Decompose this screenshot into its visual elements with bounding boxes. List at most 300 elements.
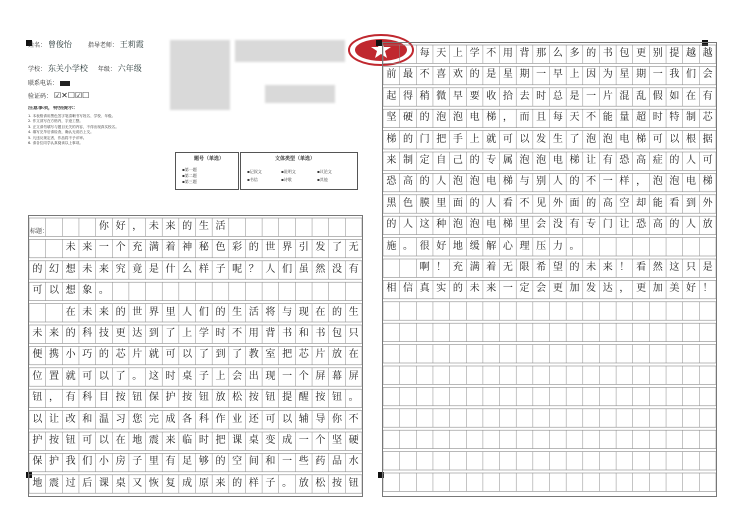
handwritten-char: 与 xyxy=(282,306,293,318)
handwritten-char: 足 xyxy=(182,456,193,468)
handwritten-char: 假 xyxy=(652,90,663,102)
handwritten-char: 以 xyxy=(282,413,293,425)
handwritten-char: 把 xyxy=(282,349,293,361)
handwritten-char: 的 xyxy=(419,176,430,188)
handwritten-char: 可 xyxy=(82,435,93,446)
handwritten-char: 的 xyxy=(469,69,480,81)
handwritten-char: 好 xyxy=(115,221,126,232)
handwritten-char: 理 xyxy=(519,240,530,252)
handwritten-char: 满 xyxy=(469,262,480,273)
handwritten-char: 泡 xyxy=(469,219,480,231)
category-box xyxy=(175,152,239,190)
checkbox-icon[interactable]: ☑✕☐☑☐ xyxy=(53,91,90,100)
handwritten-char: 没 xyxy=(332,263,342,275)
handwritten-char: 出 xyxy=(248,370,259,382)
handwritten-char: 会 xyxy=(536,219,547,231)
handwritten-char: 期 xyxy=(636,69,647,81)
handwritten-char: 教 xyxy=(248,349,259,361)
handwritten-char: 护 xyxy=(48,456,59,468)
handwritten-char: 让 xyxy=(48,413,59,425)
handwritten-char: 的 xyxy=(232,477,243,489)
handwritten-char: 的 xyxy=(215,456,226,468)
handwritten-char: 不 xyxy=(232,328,243,339)
handwritten-char: 着 xyxy=(165,242,176,254)
category-title: 题号（单选） xyxy=(194,156,225,162)
handwritten-char: 可 xyxy=(652,133,663,145)
genre-option[interactable]: ▪记叙文 xyxy=(247,169,262,174)
handwritten-char: 只 xyxy=(348,328,359,339)
handwritten-char: 。 xyxy=(348,392,359,404)
handwritten-char: 泡 xyxy=(452,112,463,124)
handwritten-char: 各 xyxy=(182,413,193,425)
handwritten-char: 有 xyxy=(602,155,613,166)
handwritten-char: 来 xyxy=(82,242,93,254)
handwritten-char: 希 xyxy=(536,262,547,273)
handwritten-char: 科 xyxy=(198,413,209,425)
handwritten-char: 人 xyxy=(182,306,193,318)
genre-option[interactable]: ▪其他 xyxy=(317,177,328,182)
handwritten-char: 把 xyxy=(215,435,226,446)
handwritten-char: 微 xyxy=(436,90,447,102)
handwritten-char: 不 xyxy=(519,197,530,209)
handwritten-char: 用 xyxy=(248,328,259,339)
handwritten-char: 而 xyxy=(519,112,530,124)
handwritten-char: 钮 xyxy=(348,477,359,489)
handwritten-char: 泡 xyxy=(469,176,480,188)
handwritten-char: 解 xyxy=(486,240,497,252)
genre-box xyxy=(240,152,358,190)
handwritten-char: 成 xyxy=(165,413,176,425)
school-value[interactable]: 东关小学校 xyxy=(47,64,88,73)
handwritten-char: 人 xyxy=(436,176,447,188)
handwritten-char: 梯 xyxy=(502,219,513,231)
handwritten-char: 呢 xyxy=(232,263,243,275)
handwritten-char: 桌 xyxy=(248,435,259,446)
handwritten-char: 泡 xyxy=(452,219,463,231)
handwritten-char: 每 xyxy=(552,112,563,124)
handwritten-char: 置 xyxy=(48,370,59,382)
handwritten-char: 在 xyxy=(686,90,696,102)
handwritten-char: 专 xyxy=(486,155,497,166)
handwritten-char: 黑 xyxy=(386,197,397,209)
handwritten-char: 症 xyxy=(652,155,663,166)
handwritten-char: 喜 xyxy=(436,69,447,81)
handwritten-char: 来 xyxy=(98,263,109,275)
handwritten-char: 专 xyxy=(586,219,597,231)
handwritten-char: 了 xyxy=(198,349,209,361)
handwritten-char: 会 xyxy=(702,69,713,81)
handwritten-char: 缓 xyxy=(469,240,480,252)
handwritten-char: 力 xyxy=(552,240,563,252)
handwritten-char: 生 xyxy=(348,306,359,318)
handwritten-char: 有 xyxy=(65,392,76,404)
handwritten-char: 的 xyxy=(586,48,597,59)
handwritten-char: 的 xyxy=(98,349,109,361)
handwritten-char: 来 xyxy=(215,477,226,489)
handwritten-char: 压 xyxy=(536,240,547,252)
handwritten-char: 把 xyxy=(436,133,447,145)
handwritten-char: 里 xyxy=(436,197,447,209)
handwritten-char: 将 xyxy=(265,306,276,318)
handwritten-char: 天 xyxy=(436,48,447,59)
code-label: 验证码： xyxy=(28,93,53,100)
handwritten-char: 施 xyxy=(386,240,397,252)
handwritten-char: 到 xyxy=(215,349,226,361)
handwritten-char: 秘 xyxy=(198,242,209,254)
handwritten-char: 活 xyxy=(248,306,259,318)
handwritten-char: 的 xyxy=(569,176,580,188)
handwritten-char: 地 xyxy=(132,435,143,446)
handwritten-char: 心 xyxy=(502,240,513,252)
handwritten-char: 充 xyxy=(132,242,143,254)
handwritten-char: 前 xyxy=(386,69,397,81)
handwritten-char: 外 xyxy=(552,197,563,209)
category-option[interactable]: ▪第一题 xyxy=(182,167,197,172)
handwritten-char: 手 xyxy=(452,133,463,145)
handwritten-char: 这 xyxy=(669,262,680,273)
handwritten-char: 高 xyxy=(602,197,613,209)
handwritten-char: 只 xyxy=(686,262,696,273)
handwritten-char: 人 xyxy=(486,197,497,209)
handwritten-char: 以 xyxy=(48,285,59,297)
handwritten-char: 了 xyxy=(232,349,243,361)
rules-section xyxy=(28,106,178,147)
handwritten-char: 期 xyxy=(519,69,530,81)
teacher-label: 指导老师： xyxy=(87,42,118,49)
handwritten-char: 来 xyxy=(98,306,109,318)
handwritten-char: 时 xyxy=(215,328,226,339)
rule-item: 6. 请各位同学认真阅读以上事项。 xyxy=(28,141,83,145)
rule-item: 4. 填写完毕后请检查，确认无误后上交。 xyxy=(28,130,94,134)
handwritten-char: 和 xyxy=(265,456,276,468)
handwritten-char: 据 xyxy=(702,133,713,145)
handwritten-char: 你 xyxy=(332,413,342,425)
handwritten-char: 很 xyxy=(419,240,430,252)
handwritten-char: 彩 xyxy=(232,242,243,254)
handwritten-char: 电 xyxy=(469,112,480,124)
handwritten-char: 虽 xyxy=(298,263,309,275)
handwritten-char: 变 xyxy=(265,435,276,446)
genre-option[interactable]: ▪书信 xyxy=(247,177,258,182)
handwritten-char: 芯 xyxy=(115,349,126,361)
handwritten-char: 空 xyxy=(232,456,243,468)
handwritten-char: 梯 xyxy=(486,112,497,124)
handwritten-char: 的 xyxy=(669,219,680,231)
handwritten-char: 世 xyxy=(132,306,143,318)
handwritten-char: 便 xyxy=(32,349,43,361)
handwritten-char: 神 xyxy=(182,242,193,254)
handwritten-char: 有 xyxy=(165,456,176,468)
handwritten-char: 后 xyxy=(82,477,93,489)
handwritten-char: 的 xyxy=(669,155,680,166)
handwritten-char: 放 xyxy=(215,392,226,404)
handwritten-char: 现 xyxy=(265,370,276,382)
handwritten-char: 临 xyxy=(182,435,193,446)
handwritten-char: 然 xyxy=(652,262,663,273)
teacher-value[interactable]: 王莉霞 xyxy=(119,40,144,49)
handwritten-char: 来 xyxy=(165,435,176,446)
handwritten-char: 书 xyxy=(315,328,326,339)
title-label: 标题： xyxy=(30,228,49,235)
handwritten-char: 子 xyxy=(132,456,143,468)
handwritten-char: 上 xyxy=(569,69,580,81)
grade-label: 年级： xyxy=(97,66,116,73)
handwritten-char: 们 xyxy=(198,306,209,318)
handwritten-char: 。 xyxy=(402,240,413,252)
handwritten-char: 门 xyxy=(419,133,430,145)
handwritten-char: 发 xyxy=(586,283,597,295)
handwritten-char: 可 xyxy=(265,413,276,425)
handwritten-char: ， xyxy=(619,283,630,295)
category-option[interactable]: ▪第二题 xyxy=(182,173,197,178)
handwritten-char: 目 xyxy=(98,392,109,404)
handwritten-char: 一 xyxy=(652,69,663,81)
grade-value[interactable]: 六年级 xyxy=(117,64,142,73)
handwritten-char: 与 xyxy=(519,176,530,188)
handwritten-char: 小 xyxy=(65,349,76,361)
handwritten-char: 未 xyxy=(148,221,159,232)
handwritten-char: 按 xyxy=(315,392,326,404)
handwritten-char: 界 xyxy=(282,242,293,254)
handwritten-char: 己 xyxy=(452,155,463,166)
handwritten-char: 水 xyxy=(348,456,359,468)
handwritten-char: 屏 xyxy=(348,370,359,382)
handwritten-char: 一 xyxy=(298,435,309,446)
handwritten-char: 了 xyxy=(332,242,342,254)
genre-option[interactable]: ▪说明文 xyxy=(281,169,296,174)
handwritten-char: 地 xyxy=(452,240,463,252)
handwritten-char: 定 xyxy=(419,155,430,166)
handwritten-char: 未 xyxy=(65,242,76,254)
handwritten-char: 活 xyxy=(215,221,226,232)
handwritten-char: 这 xyxy=(419,219,430,231)
handwritten-char: 泡 xyxy=(536,155,547,166)
handwritten-char: 天 xyxy=(569,112,580,124)
handwritten-char: 看 xyxy=(636,262,647,273)
handwritten-char: 放 xyxy=(298,477,309,489)
handwritten-char: 醒 xyxy=(298,392,309,404)
handwritten-char: 多 xyxy=(569,48,580,59)
handwritten-char: 一 xyxy=(586,90,597,102)
handwritten-char: 在 xyxy=(348,349,359,361)
handwritten-char: 生 xyxy=(552,133,563,145)
handwritten-char: 来 xyxy=(165,221,176,232)
handwritten-char: 按 xyxy=(332,477,342,489)
handwritten-char: 一 xyxy=(502,283,513,295)
handwritten-char: 更 xyxy=(636,48,647,59)
handwritten-char: 未 xyxy=(32,328,43,339)
handwritten-char: 的 xyxy=(386,219,397,231)
handwritten-char: 恢 xyxy=(148,477,159,489)
handwritten-char: 震 xyxy=(48,477,59,489)
handwritten-char: 课 xyxy=(232,435,243,446)
handwritten-char: 属 xyxy=(502,155,513,166)
handwritten-char: 门 xyxy=(602,219,613,231)
handwritten-char: 未 xyxy=(82,263,93,275)
handwritten-char: 特 xyxy=(669,112,680,124)
handwritten-char: 们 xyxy=(282,263,293,275)
handwritten-char: 界 xyxy=(148,306,159,318)
handwritten-char: 的 xyxy=(452,283,463,295)
handwritten-char: 可 xyxy=(82,370,93,382)
handwritten-char: 一 xyxy=(602,176,613,188)
handwritten-char: 科 xyxy=(82,328,93,339)
handwritten-char: 总 xyxy=(552,90,563,102)
handwritten-char: ！ xyxy=(702,283,713,295)
handwritten-char: 够 xyxy=(198,456,209,468)
handwritten-char: 。 xyxy=(282,477,293,489)
handwritten-char: 小 xyxy=(98,456,109,468)
handwritten-char: 恐 xyxy=(636,219,647,231)
handwritten-char: 相 xyxy=(386,283,397,295)
handwritten-char: 钮 xyxy=(198,392,209,404)
handwritten-char: 着 xyxy=(486,262,497,273)
handwritten-char: 的 xyxy=(469,197,480,209)
handwritten-char: 梯 xyxy=(702,176,713,188)
handwritten-char: 的 xyxy=(402,133,413,145)
genre-option[interactable]: ▪议论文 xyxy=(317,169,332,174)
handwritten-char: 的 xyxy=(182,221,193,232)
handwritten-char: 样 xyxy=(619,176,630,188)
handwritten-char: 桌 xyxy=(182,370,193,382)
handwritten-char: 别 xyxy=(536,176,547,188)
rule-item: 5. 凡违反规定者，作品将不予评审。 xyxy=(28,135,87,140)
handwritten-char: 且 xyxy=(536,112,547,124)
handwritten-char: 课 xyxy=(98,477,109,489)
handwritten-char: 保 xyxy=(32,456,43,468)
handwritten-char: 星 xyxy=(502,69,513,81)
handwritten-char: 早 xyxy=(552,69,563,81)
handwritten-char: 起 xyxy=(386,90,397,102)
handwritten-char: 可 xyxy=(502,133,513,145)
handwritten-char: 在 xyxy=(115,435,126,446)
handwritten-char: ， xyxy=(132,221,143,232)
handwritten-char: 您 xyxy=(132,413,143,425)
handwritten-char: 有 xyxy=(702,90,713,102)
handwritten-char: ， xyxy=(502,112,513,124)
handwritten-char: 以 xyxy=(519,133,530,145)
handwritten-char: 间 xyxy=(248,456,259,468)
handwritten-char: 护 xyxy=(32,435,43,446)
handwritten-char: 提 xyxy=(669,48,680,59)
handwritten-char: 不 xyxy=(586,176,597,188)
handwritten-char: 加 xyxy=(569,283,580,295)
handwritten-char: 可 xyxy=(702,155,713,166)
handwritten-char: 辅 xyxy=(298,413,309,425)
handwritten-char: 品 xyxy=(332,456,342,468)
handwritten-char: 的 xyxy=(115,306,126,318)
handwritten-char: 室 xyxy=(265,349,276,361)
handwritten-char: 是 xyxy=(486,69,497,81)
handwritten-char: 生 xyxy=(198,221,209,232)
handwritten-char: 电 xyxy=(552,155,563,166)
handwritten-char: 么 xyxy=(552,48,563,59)
handwritten-char: 空 xyxy=(619,197,630,209)
handwritten-char: 收 xyxy=(486,90,497,102)
handwritten-char: 未 xyxy=(586,262,597,273)
handwritten-char: 包 xyxy=(619,48,630,59)
handwritten-char: 不 xyxy=(419,69,430,81)
category-option[interactable]: ▪第三题 xyxy=(182,179,197,184)
handwritten-char: 芯 xyxy=(298,349,309,361)
handwritten-char: 象 xyxy=(82,285,93,297)
handwritten-char: 见 xyxy=(536,197,547,209)
handwritten-char: 越 xyxy=(686,48,696,59)
handwritten-char: 实 xyxy=(436,283,447,295)
handwritten-char: 然 xyxy=(315,263,326,275)
handwritten-char: 了 xyxy=(115,370,126,382)
handwritten-char: 信 xyxy=(402,283,413,295)
handwritten-char: 泡 xyxy=(669,176,680,188)
handwritten-char: ！ xyxy=(619,262,630,273)
handwritten-char: 制 xyxy=(686,112,696,124)
handwritten-char: 高 xyxy=(652,219,663,231)
handwritten-char: 了 xyxy=(569,133,580,145)
rules-title: 注意事项，特别提示： xyxy=(28,106,79,111)
handwritten-char: ！ xyxy=(436,262,447,273)
handwritten-char: 有 xyxy=(569,219,580,231)
handwritten-char: 乱 xyxy=(636,90,647,102)
handwritten-char: 根 xyxy=(686,133,696,145)
handwritten-char: 钮 xyxy=(132,392,143,404)
handwritten-char: 看 xyxy=(669,197,680,209)
handwritten-char: 护 xyxy=(165,392,176,404)
handwritten-char: 泡 xyxy=(652,176,663,188)
handwritten-char: 望 xyxy=(552,262,563,273)
genre-option[interactable]: ▪诗歌 xyxy=(281,177,292,182)
handwritten-char: 的 xyxy=(569,262,580,273)
handwritten-char: 现 xyxy=(298,306,309,318)
handwritten-char: 硬 xyxy=(348,435,359,446)
handwritten-char: 量 xyxy=(619,112,630,124)
handwritten-char: 高 xyxy=(636,155,647,166)
handwritten-char: 时 xyxy=(198,435,209,446)
handwritten-char: 真 xyxy=(419,283,430,295)
handwritten-char: 作 xyxy=(215,413,226,425)
handwritten-char: 又 xyxy=(132,477,143,489)
handwritten-char: 要 xyxy=(469,90,480,102)
handwritten-char: 能 xyxy=(602,112,613,124)
handwritten-char: 导 xyxy=(315,413,326,425)
handwritten-char: 是 xyxy=(702,262,713,273)
handwritten-char: 定 xyxy=(519,283,530,295)
handwritten-char: 你 xyxy=(98,221,109,232)
handwritten-char: 放 xyxy=(332,349,342,361)
handwritten-char: 欢 xyxy=(452,69,463,81)
handwritten-char: 在 xyxy=(315,306,326,318)
handwritten-char: 梯 xyxy=(569,155,580,166)
handwritten-char: 么 xyxy=(182,263,193,275)
phone-redacted xyxy=(60,81,70,86)
handwritten-char: 却 xyxy=(636,197,647,209)
handwritten-char: 的 xyxy=(419,112,430,124)
handwritten-char: 的 xyxy=(469,155,480,166)
school-label: 学校： xyxy=(28,66,47,73)
handwritten-char: 电 xyxy=(486,176,497,188)
handwritten-char: 想 xyxy=(65,285,76,297)
handwritten-char: 可 xyxy=(165,349,176,361)
handwritten-char: 样 xyxy=(248,477,259,489)
handwritten-char: 复 xyxy=(165,477,176,489)
handwritten-char: 为 xyxy=(602,69,613,81)
handwritten-char: 面 xyxy=(569,197,580,209)
name-value[interactable]: 曾俊怡 xyxy=(47,40,72,49)
handwritten-char: 钮 xyxy=(65,435,76,446)
handwritten-char: 越 xyxy=(702,48,713,59)
handwritten-char: 究 xyxy=(115,263,126,275)
rule-item: 1. 本表格请用黑色签字笔清晰书写姓名、学校、年级。 xyxy=(28,113,116,118)
handwritten-char: 用 xyxy=(502,48,513,59)
